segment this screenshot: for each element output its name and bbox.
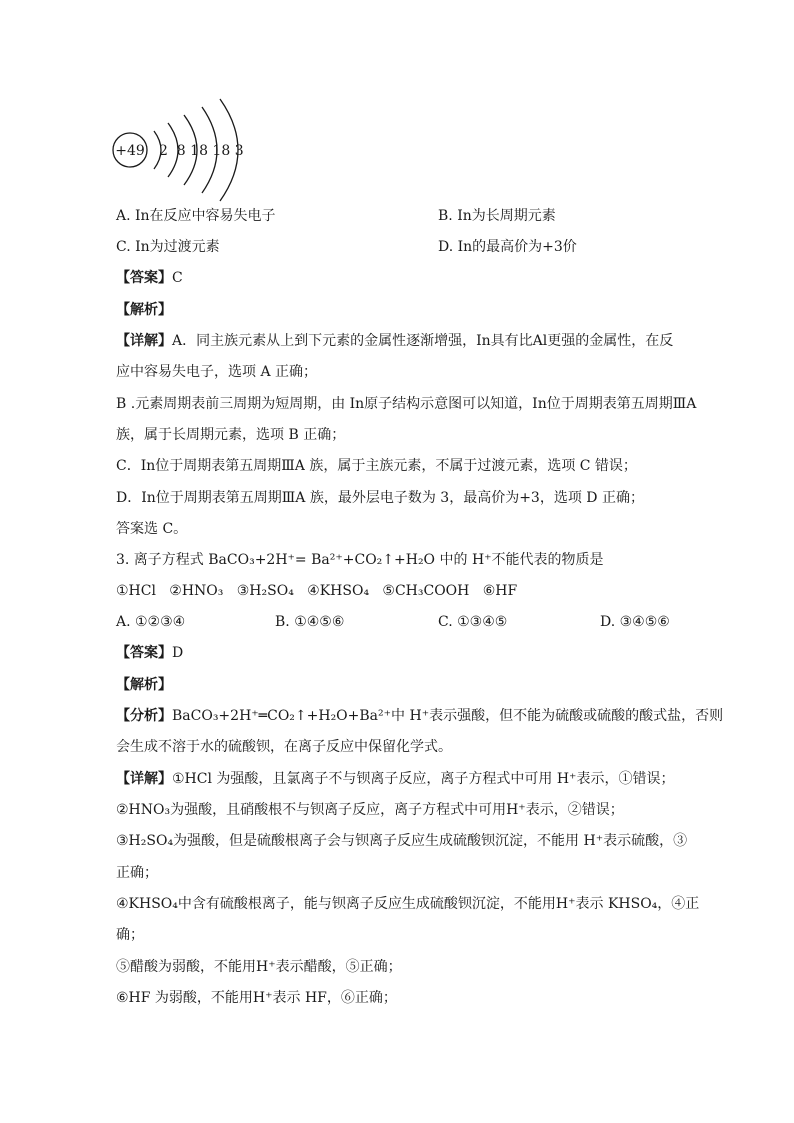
q2-option-b: B. In为长周期元素 xyxy=(438,208,556,224)
q3-detail-line4b: 确； xyxy=(116,927,144,943)
q2-detail-c: C．In位于周期表第五周期ⅢA 族，属于主族元素，不属于过渡元素，选项 C 错误； xyxy=(116,458,637,474)
detail-a1-text: A．同主族元素从上到下元素的金属性逐渐增强，In具有比Al更强的金属性，在反 xyxy=(172,333,674,349)
q2-option-a: A. In在反应中容易失电子 xyxy=(116,208,276,224)
detail-1-text: ①HCl 为强酸，且氯离子不与钡离子反应，离子方程式中可用 H⁺表示，①错误； xyxy=(172,771,675,787)
q2-option-d: D. In的最高价为+3价 xyxy=(438,239,577,255)
q2-detail-d: D．In位于周期表第五周期ⅢA 族，最外层电子数为 3，最高价为+3，选项 D 正确； xyxy=(116,490,644,506)
q3-detail-line6: ⑥HF 为弱酸，不能用H⁺表示 HF，⑥正确； xyxy=(116,990,397,1006)
q3-detail-line2: ②HNO₃为强酸，且硝酸根不与钡离子反应，离子方程式中可用H⁺表示，②错误； xyxy=(116,802,624,818)
fenxi-1-text: BaCO₃+2H⁺═CO₂↑+H₂O+Ba²⁺中 H⁺表示强酸，但不能为硫酸或硫酸的酸式盐，否则 xyxy=(172,708,724,724)
q3-answer xyxy=(116,643,183,663)
fenxi-tag: 【分析】 xyxy=(116,708,172,724)
q3-option-c: C. ①③④⑤ xyxy=(438,614,508,630)
q2-detail-a-line2: 应中容易失电子，选项 A 正确； xyxy=(116,364,318,380)
q2-option-c: C. In为过渡元素 xyxy=(116,239,220,255)
q3-detail-line5: ⑤醋酸为弱酸，不能用H⁺表示醋酸，⑤正确； xyxy=(116,959,402,975)
q3-option-d: D. ③④⑤⑥ xyxy=(600,614,670,630)
q3-option-b: B. ①④⑤⑥ xyxy=(275,614,345,630)
answer-tag: 【答案】 xyxy=(116,270,172,286)
answer-value: D xyxy=(172,645,184,661)
q3-detail-line1 xyxy=(116,769,674,789)
q3-items: ①HCl ②HNO₃ ③H₂SO₄ ④KHSO₄ ⑤CH₃COOH ⑥HF xyxy=(116,583,518,599)
answer-value: C xyxy=(172,270,183,286)
answer-tag: 【答案】 xyxy=(116,645,172,661)
q2-detail-b-line2: 族，属于长周期元素，选项 B 正确； xyxy=(116,427,346,443)
q2-detail-b-line1: B .元素周期表前三周期为短周期，由 In原子结构示意图可以知道，In位于周期表第五周期ⅢA xyxy=(116,396,697,412)
nucleus-charge: +49 xyxy=(115,143,145,159)
q2-analysis-tag: 【解析】 xyxy=(116,302,172,318)
q3-stem: 3. 离子方程式 BaCO₃+2H⁺= Ba²⁺+CO₂↑+H₂O 中的 H⁺不能代表的物质是 xyxy=(116,552,604,568)
electron-counts: 2 8 18 18 3 xyxy=(159,143,244,159)
detail-tag: 【详解】 xyxy=(116,333,172,349)
detail-tag: 【详解】 xyxy=(116,771,172,787)
atom-structure-diagram xyxy=(110,95,260,205)
q3-detail-line3a: ③H₂SO₄为强酸，但是硫酸根离子会与钡离子反应生成硫酸钡沉淀，不能用 H⁺表示硫酸，③ xyxy=(116,833,688,849)
q3-fenxi-line1 xyxy=(116,706,723,726)
q3-fenxi-line2: 会生成不溶于水的硫酸钡，在离子反应中保留化学式。 xyxy=(116,739,452,755)
q2-answer xyxy=(116,268,183,288)
q3-option-a: A. ①②③④ xyxy=(116,614,186,630)
q2-detail-a-line1 xyxy=(116,331,673,351)
q3-analysis-tag: 【解析】 xyxy=(116,677,172,693)
q3-detail-line3b: 正确； xyxy=(116,865,158,881)
q3-detail-line4a: ④KHSO₄中含有硫酸根离子，能与钡离子反应生成硫酸钡沉淀，不能用H⁺表示 KHSO₄，④正 xyxy=(116,896,700,912)
q2-conclusion: 答案选 C。 xyxy=(116,521,188,537)
